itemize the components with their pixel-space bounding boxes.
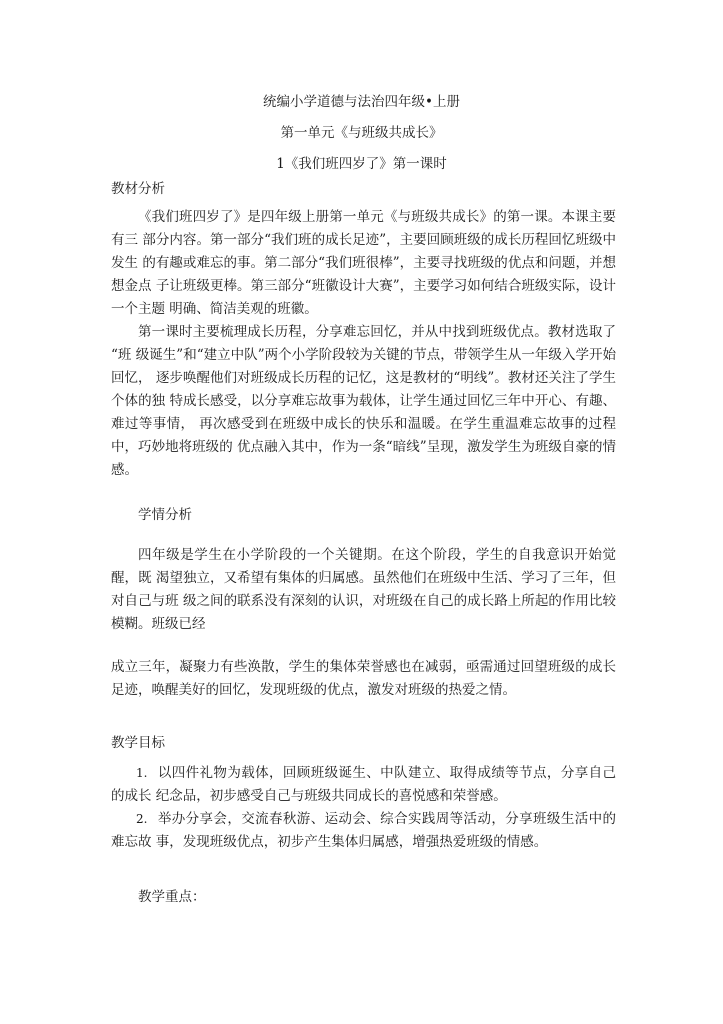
teaching-focus-heading: 教学重点： <box>138 889 206 905</box>
student-analysis-heading: 学情分析 <box>138 507 192 523</box>
student-analysis-paragraph-2: 成立三年，凝聚力有些涣散，学生的集体荣誉感也在减弱，亟需通过回望班级的成长足迹，唤醒美好的回忆，发现班级的优点，激发对班级的热爱之情。 <box>111 659 616 698</box>
lesson-title: 1《我们班四岁了》第一课时 <box>276 156 447 172</box>
textbook-analysis-paragraph-1: 《我们班四岁了》是四年级上册第一单元《与班级共成长》的第一课。本课主要有三 部分内容。第一部分“我们班的成长足迹”，主要回顾班级的成长历程回忆班级中发生 的有趣或难忘的事。第二部分“我们班很棒”，主要寻找班级的优点和问题，并想想金点 子让班级更棒。第三部分“班徽设计大赛”，主要学习如何结合班级实际，设计一个主题 明确、简洁美观的班徽。 <box>111 209 616 317</box>
goal-text: 以四件礼物为载体，回顾班级诞生、中队建立、取得成绩等节点，分享自己的成长 纪念品，初步感受自己与班级共同成长的喜悦感和荣誉感。 <box>111 765 616 804</box>
teaching-goals-heading: 教学目标 <box>111 735 165 751</box>
goal-number: 1. <box>136 766 148 780</box>
textbook-analysis-heading: 教材分析 <box>111 181 165 197</box>
teaching-goal-item-2 <box>111 808 616 854</box>
textbook-analysis-paragraph-2: 第一课时主要梳理成长历程，分享难忘回忆，并从中找到班级优点。教材选取了 “班 级诞生”和“建立中队”两个小学阶段较为关键的节点，带领学生从一年级入学开始回忆， 逐步唤醒他们对班级成长历程的记忆，这是教材的“明线”。教材还关注了学生个体的独 特成长感受，以分享难忘故事为载体，让学生通过回忆三年中开心、有趣、难过等事情， 再次感受到在班级中成长的快乐和温暖。在学生重温难忘故事的过程中，巧妙地将班级的 优点融入其中，作为一条“暗线”呈现，激发学生为班级自豪的情感。 <box>111 324 616 478</box>
goal-number: 2. <box>136 812 148 826</box>
teaching-goal-item-1 <box>111 762 616 808</box>
student-analysis-paragraph-1: 四年级是学生在小学阶段的一个关键期。在这个阶段，学生的自我意识开始觉醒，既 渴望独立，又希望有集体的归属感。虽然他们在班级中生活、学习了三年，但对自己与班 级之间的联系没有深刻的认识，对班级在自己的成长路上所起的作用比较模糊。班级已经 <box>111 547 616 632</box>
unit-title: 第一单元《与班级共成长》 <box>280 125 443 141</box>
goal-text: 举办分享会，交流春秋游、运动会、综合实践周等活动，分享班级生活中的难忘故 事，发现班级优点，初步产生集体归属感，增强热爱班级的情感。 <box>111 811 616 850</box>
series-title: 统编小学道德与法治四年级•上册 <box>263 94 460 110</box>
